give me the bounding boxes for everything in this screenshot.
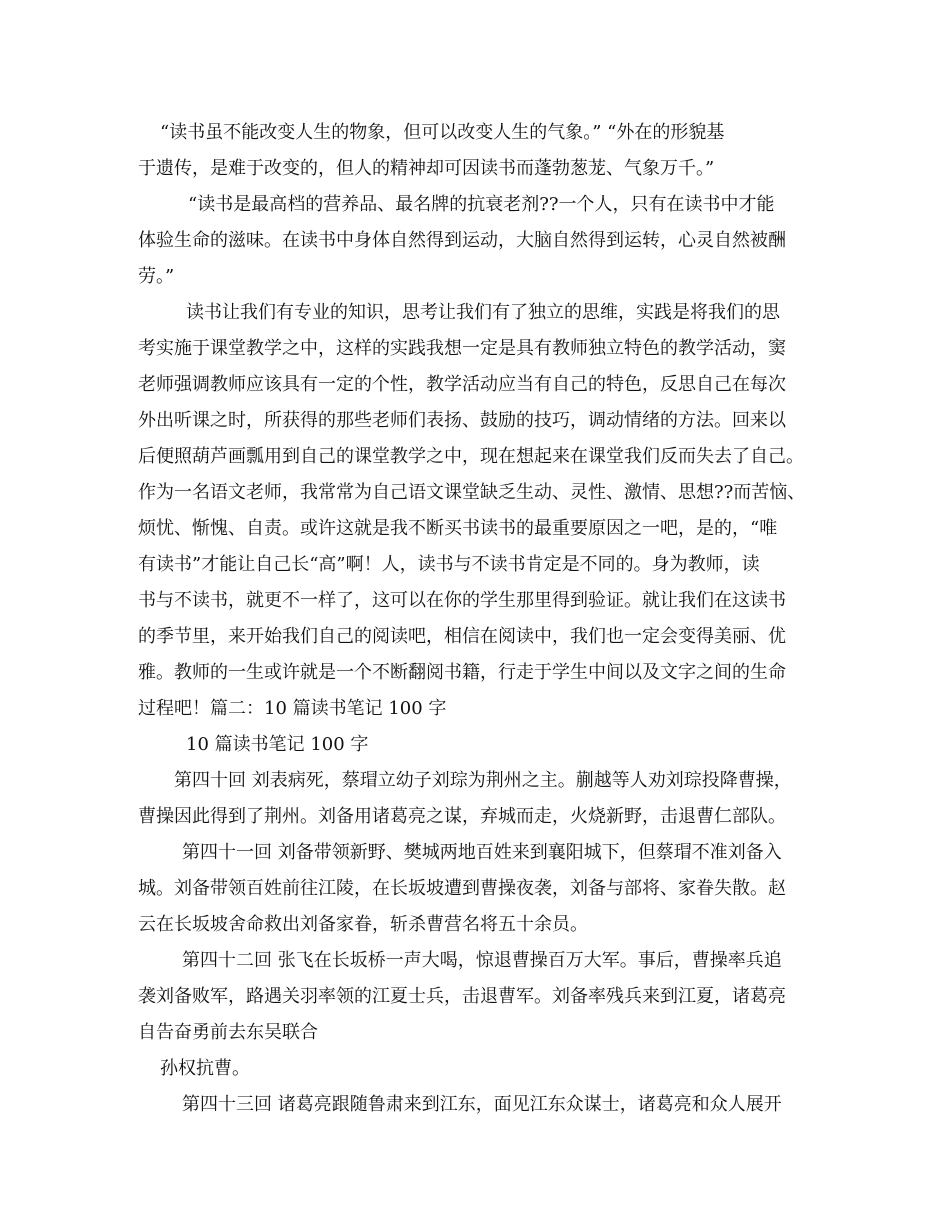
text-line: “读书是最高档的营养品、最名牌的抗衰老剂??一个人，只有在读书中才能 xyxy=(188,194,775,215)
text-line: 作为一名语文老师，我常常为自己语文课堂缺乏生动、灵性、激情、思想??而苦恼、 xyxy=(138,482,806,503)
text-line: 第四十一回 刘备带领新野、樊城两地百姓来到襄阳城下，但蔡瑁不准刘备入 xyxy=(182,842,782,863)
text-line: 书与不读书，就更不一样了，这可以在你的学生那里得到验证。就让我们在这读书 xyxy=(138,590,786,611)
text-line: 体验生命的滋味。在读书中身体自然得到运动，大脑自然得到运转，心灵自然被酬 xyxy=(138,230,786,251)
text-line: 烦忧、惭愧、自责。或许这就是我不断买书读书的最重要原因之一吧，是的，“唯 xyxy=(138,518,778,539)
text-line: 外出听课之时，所获得的那些老师们表扬、鼓励的技巧，调动情绪的方法。回来以 xyxy=(138,410,786,431)
text-line: 第四十二回 张飞在长坂桥一声大喝，惊退曹操百万大军。事后，曹操率兵追 xyxy=(182,950,782,971)
text-line: 自告奋勇前去东吴联合 xyxy=(138,1022,318,1043)
text-line: 孙权抗曹。 xyxy=(160,1058,250,1079)
text-line: 考实施于课堂教学之中，这样的实践我想一定是具有教师独立特色的教学活动，窦 xyxy=(138,338,786,359)
text-line: 10 篇读书笔记 100 字 xyxy=(186,734,369,755)
text-line: 第四十三回 诸葛亮跟随鲁肃来到江东，面见江东众谋士，诸葛亮和众人展开 xyxy=(182,1094,782,1115)
text-line: 于遗传，是难于改变的，但人的精神却可因读书而蓬勃葱茏、气象万千。” xyxy=(138,158,715,179)
text-line: 云在长坂坡舍命救出刘备家眷，斩杀曹营名将五十余员。 xyxy=(138,914,588,935)
text-line: 劳。” xyxy=(138,266,175,287)
text-line: 后便照葫芦画瓢用到自己的课堂教学之中，现在想起来在课堂我们反而失去了自己。 xyxy=(138,446,804,467)
text-line: 城。刘备带领百姓前往江陵，在长坂坡遭到曹操夜袭，刘备与部将、家眷失散。赵 xyxy=(138,878,786,899)
text-line: 过程吧！篇二：10 篇读书笔记 100 字 xyxy=(138,698,447,719)
text-line: 雅。教师的一生或许就是一个不断翻阅书籍，行走于学生中间以及文字之间的生命 xyxy=(138,662,786,683)
text-line: 第四十回 刘表病死，蔡瑁立幼子刘琮为荆州之主。蒯越等人劝刘琮投降曹操， xyxy=(174,770,792,791)
text-line: 读书让我们有专业的知识，思考让我们有了独立的思维，实践是将我们的思 xyxy=(186,302,780,323)
text-line: 的季节里，来开始我们自己的阅读吧，相信在阅读中，我们也一定会变得美丽、优 xyxy=(138,626,786,647)
text-line: 曹操因此得到了荆州。刘备用诸葛亮之谋，弃城而走，火烧新野，击退曹仁部队。 xyxy=(138,806,786,827)
text-line: 有读书”才能让自己长“高”啊！人，读书与不读书肯定是不同的。身为教师，读 xyxy=(138,554,760,575)
text-line: “读书虽不能改变人生的物象，但可以改变人生的气象。” “外在的形貌基 xyxy=(160,122,725,143)
text-line: 袭刘备败军，路遇关羽率领的江夏士兵，击退曹军。刘备率残兵来到江夏，诸葛亮 xyxy=(138,986,786,1007)
text-line: 老师强调教师应该具有一定的个性，教学活动应当有自己的特色，反思自己在每次 xyxy=(138,374,786,395)
